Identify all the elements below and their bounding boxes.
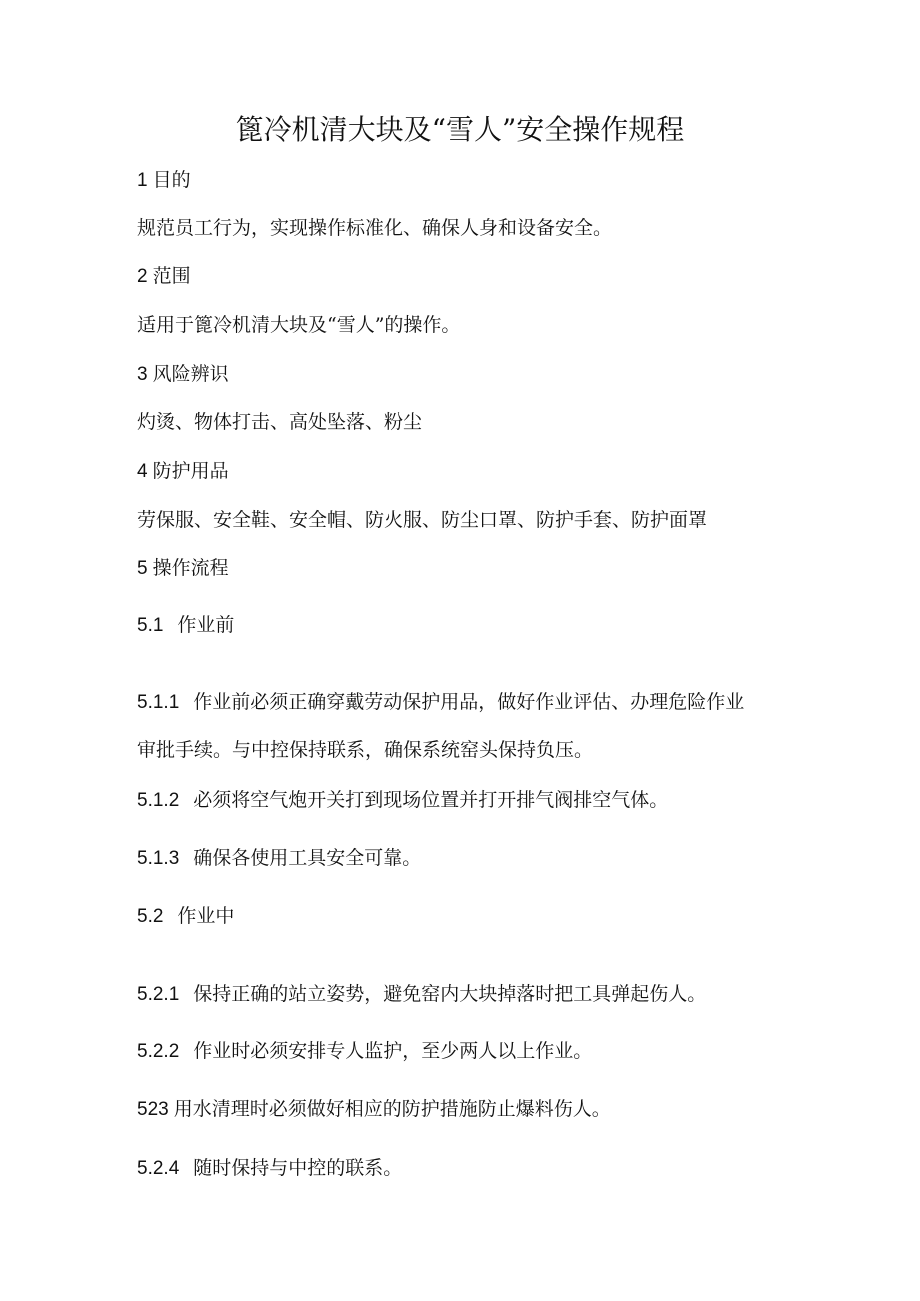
section-heading-scope — [137, 262, 191, 291]
clause-text: 用水清理时必须做好相应的防护措施防止爆料伤人。 — [173, 1098, 611, 1120]
clause-number: 5.1.2 — [137, 790, 180, 811]
section-heading-text: 操作流程 — [152, 557, 229, 579]
subsection-heading-before — [137, 611, 234, 640]
subsection-number: 5.2 — [137, 906, 164, 927]
clause-number: 5.2.1 — [137, 984, 180, 1005]
section-heading-risk — [137, 360, 229, 389]
clause-5-1-2 — [137, 786, 668, 815]
section-body-ppe: 劳保服、安全鞋、安全帽、防火服、防尘口罩、防护手套、防护面罩 — [137, 509, 708, 531]
clause-text: 作业前必须正确穿戴劳动保护用品，做好作业评估、办理危险作业 — [193, 691, 745, 713]
clause-5-2-2 — [137, 1037, 592, 1066]
clause-5-2-3 — [137, 1095, 611, 1124]
clause-number: 5.1.1 — [137, 692, 180, 713]
section-heading-text: 范围 — [152, 265, 191, 287]
section-number: 5 — [137, 558, 148, 579]
clause-text: 确保各使用工具安全可靠。 — [193, 847, 422, 869]
section-heading-procedure — [137, 554, 229, 583]
section-number: 4 — [137, 461, 148, 482]
clause-5-1-1-continuation: 审批手续。与中控保持联系，确保系统窑头保持负压。 — [137, 739, 594, 761]
clause-5-2-4 — [137, 1154, 402, 1183]
subsection-heading-text: 作业前 — [177, 614, 235, 636]
section-heading-text: 防护用品 — [152, 460, 229, 482]
section-body-risk: 灼烫、物体打击、高处坠落、粉尘 — [137, 411, 423, 433]
clause-text: 作业时必须安排专人监护，至少两人以上作业。 — [193, 1040, 593, 1062]
subsection-heading-during — [137, 902, 234, 931]
clause-5-1-1 — [137, 688, 744, 717]
section-body-purpose: 规范员工行为，实现操作标准化、确保人身和设备安全。 — [137, 217, 613, 239]
clause-5-2-1 — [137, 980, 706, 1009]
section-number: 2 — [137, 266, 148, 287]
clause-number: 5.1.3 — [137, 848, 180, 869]
clause-5-1-3 — [137, 844, 421, 873]
clause-text: 必须将空气炮开关打到现场位置并打开排气阀排空气体。 — [193, 789, 669, 811]
section-heading-ppe — [137, 457, 229, 486]
section-heading-purpose — [137, 166, 191, 195]
section-heading-text: 目的 — [152, 169, 191, 191]
clause-number: 5.2.2 — [137, 1041, 180, 1062]
clause-number: 523 — [137, 1099, 169, 1120]
clause-number: 5.2.4 — [137, 1158, 180, 1179]
subsection-heading-text: 作业中 — [177, 905, 235, 927]
section-number: 1 — [137, 170, 148, 191]
subsection-number: 5.1 — [137, 615, 164, 636]
section-body-scope: 适用于篦冷机清大块及“雪人”的操作。 — [137, 314, 461, 336]
section-number: 3 — [137, 364, 148, 385]
clause-text: 随时保持与中控的联系。 — [193, 1157, 403, 1179]
section-heading-text: 风险辨识 — [152, 363, 229, 385]
document-title: 篦冷机清大块及“雪人”安全操作规程 — [235, 113, 685, 146]
clause-text: 保持正确的站立姿势，避免窑内大块掉落时把工具弹起伤人。 — [193, 983, 707, 1005]
